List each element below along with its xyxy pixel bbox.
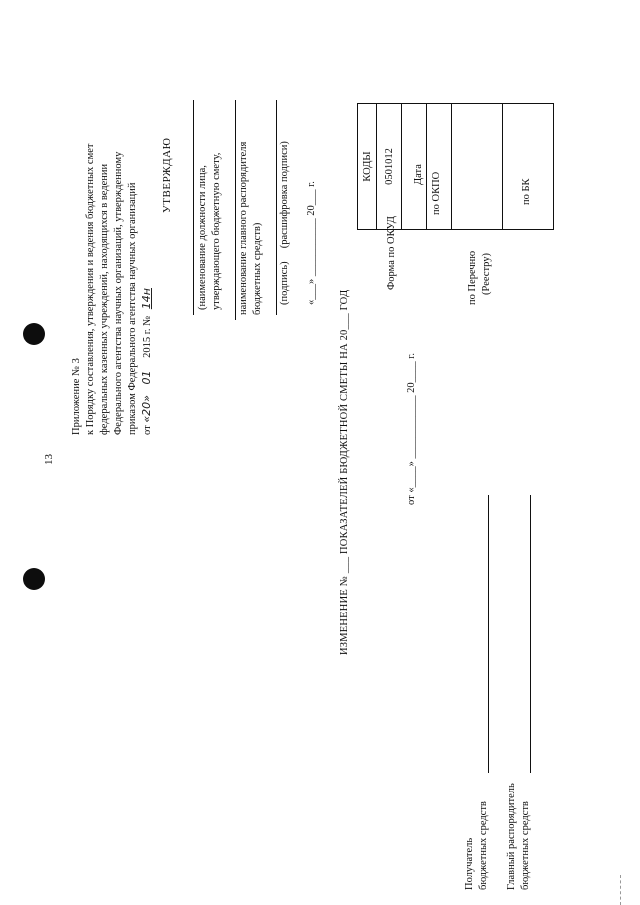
recipient-label-2: бюджетных средств	[478, 801, 489, 890]
main-manager-fill-line[interactable]	[530, 495, 531, 773]
approval-caption-distributor-2: бюджетных средств)	[252, 222, 263, 315]
perechen-value-cell[interactable]	[452, 104, 503, 230]
appendix-line-2: федеральных казенных учреждений, находящихся в ведении	[99, 163, 110, 435]
order-year: 2015 г. №	[142, 315, 153, 358]
main-manager-label-2: бюджетных средств	[520, 801, 531, 890]
main-manager-label-1: Главный распорядитель	[506, 783, 517, 890]
approval-caption-distributor-1: наименование главного распорядителя	[238, 141, 249, 315]
approval-signature-line	[276, 100, 277, 315]
approval-position-line	[193, 100, 194, 315]
codes-table	[357, 103, 554, 230]
appendix-line-1: к Порядку составления, утверждения и ведения бюджетных смет	[85, 143, 96, 435]
approval-distributor-line	[235, 100, 236, 320]
document-title: ИЗМЕНЕНИЕ № ___ ПОКАЗАТЕЛЕЙ БЮДЖЕТНОЙ СМЕТЫ НА 20___ ГОД	[339, 289, 350, 655]
okud-label: Форма по ОКУД	[386, 216, 397, 290]
bk-value-cell[interactable]	[503, 104, 554, 230]
recipient-fill-line[interactable]	[488, 495, 489, 773]
approval-date: «___» ___________ 20___ г.	[306, 181, 317, 305]
appendix-order-line	[140, 288, 155, 435]
okud-value: 0501012	[377, 104, 402, 230]
approval-heading: УТВЕРЖДАЮ	[161, 137, 173, 213]
recipient-label-1: Получатель	[464, 837, 475, 890]
scan-edge-mark	[620, 875, 621, 905]
document-date-from: от «____» ____________ 20____ г.	[406, 353, 417, 505]
appendix-line-3: Федерального агентства научных организаций, утвержденному	[113, 151, 124, 435]
perechen-label-2: (Реестру)	[481, 252, 492, 295]
page-number: 13	[43, 454, 55, 465]
approval-caption-position-2: утверждающего бюджетную смету,	[211, 152, 222, 310]
order-prefix: от	[142, 425, 153, 435]
codes-header: КОДЫ	[358, 104, 377, 230]
bk-label: по БК	[521, 178, 532, 205]
order-day: «20»	[140, 395, 153, 423]
perechen-label-1: по Перечню	[467, 250, 478, 305]
order-number: 14н	[140, 288, 153, 310]
date-value-cell[interactable]	[402, 104, 427, 230]
order-month: 01	[140, 370, 153, 385]
date-label: Дата	[413, 164, 424, 185]
okpo-value-cell[interactable]	[427, 104, 452, 230]
appendix-line-4: приказом Федерального агентства научных организаций	[127, 182, 138, 435]
approval-signature-caption: (подпись) (расшифровка подписи)	[279, 141, 290, 305]
approval-caption-position-1: (наименование должности лица,	[197, 165, 208, 310]
appendix-title: Приложение № 3	[71, 358, 82, 435]
okpo-label: по ОКПО	[431, 171, 442, 215]
